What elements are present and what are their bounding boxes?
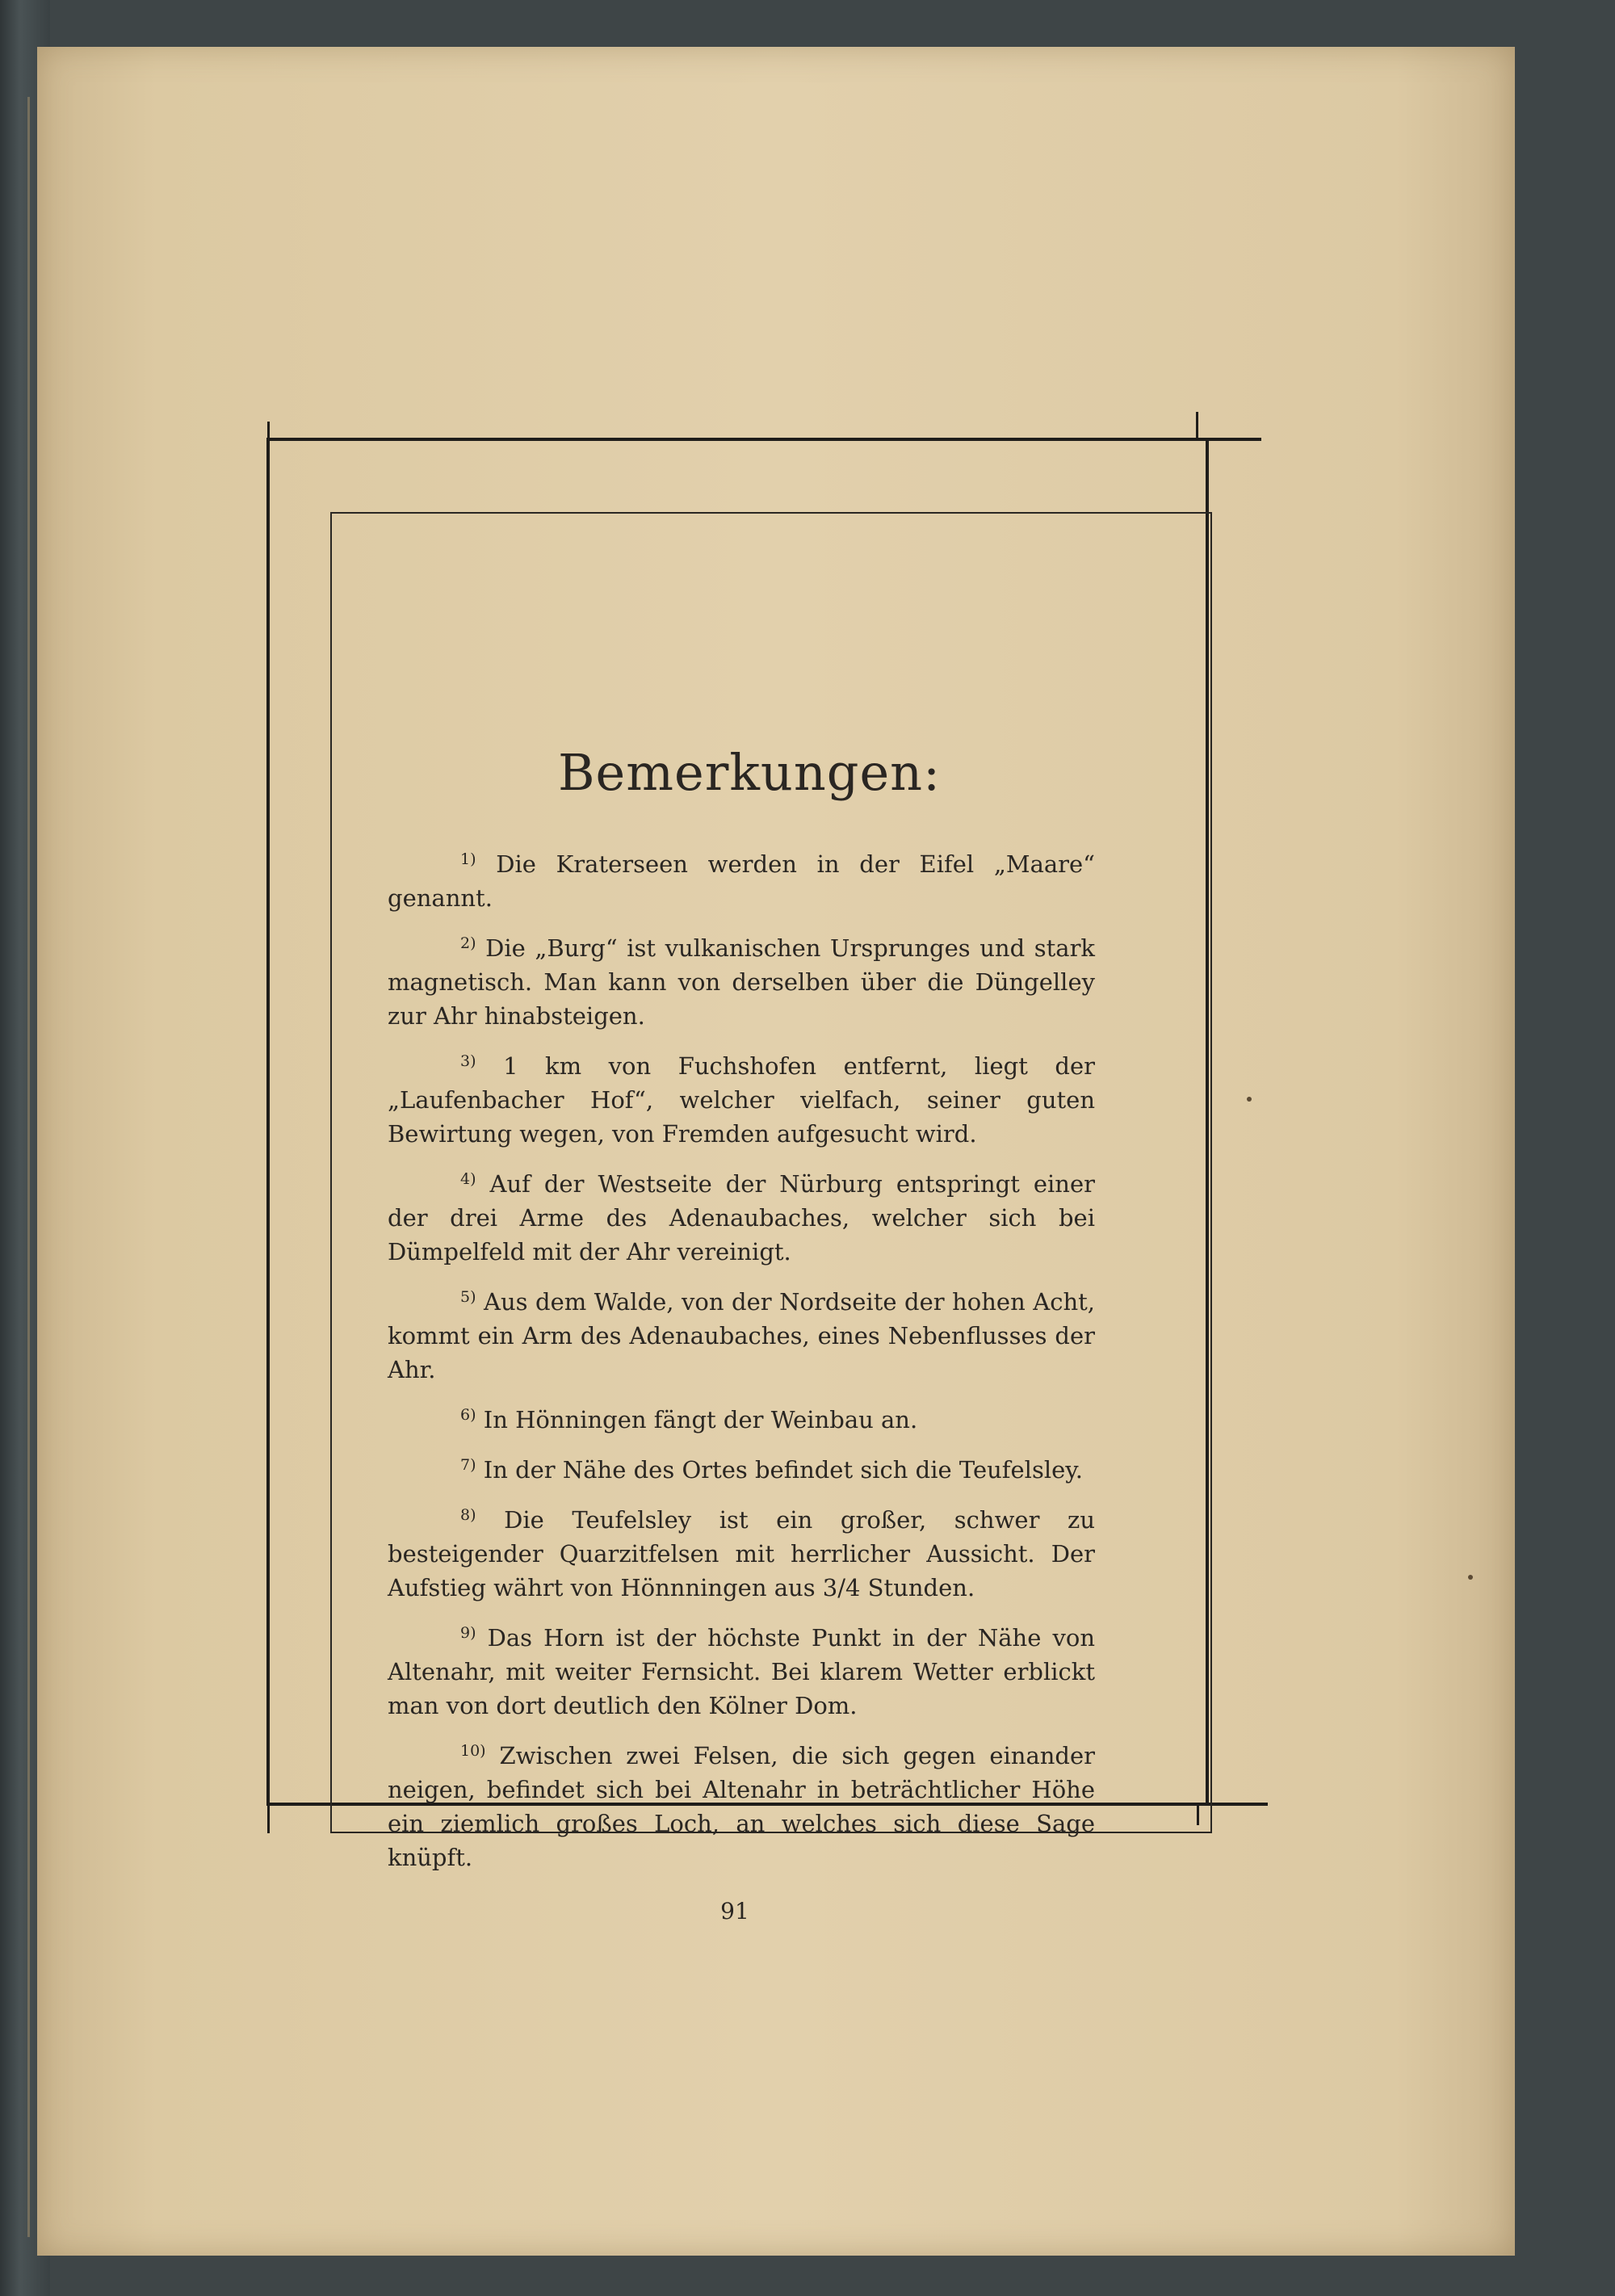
ink-speck (1468, 1575, 1473, 1580)
note-3 (388, 1044, 1095, 1151)
note-10 (388, 1734, 1095, 1874)
note-1 (388, 842, 1095, 915)
note-number: 5) (460, 1288, 476, 1306)
corner-tick-top-left (267, 422, 270, 438)
note-7 (388, 1448, 1095, 1487)
note-text: Das Horn ist der höchste Punkt in der Nähe von Altenahr, mit weiter Fernsicht. Bei klarem Wetter erblickt man von dort deutlich den Kölner Dom. (388, 1624, 1096, 1719)
frame-top-rule (266, 438, 1261, 441)
spine-edge (27, 97, 30, 2237)
note-text: Die „Burg“ ist vulkanischen Ursprunges und stark magnetisch. Man kann von derselben über die Düngelley zur Ahr hinabsteigen. (388, 934, 1096, 1030)
note-text: Auf der Westseite der Nürburg entspringt einer der drei Arme des Adenaubaches, welcher sich bei Dümpelfeld mit der Ahr vereinigt. (388, 1170, 1096, 1266)
corner-tick-bottom-left (267, 1806, 270, 1833)
note-text: Aus dem Walde, von der Nordseite der hohen Acht, kommt ein Arm des Adenaubaches, eines Nebenflusses der Ahr. (388, 1288, 1095, 1383)
note-number: 1) (460, 850, 476, 868)
note-number: 6) (460, 1406, 476, 1424)
note-9 (388, 1616, 1095, 1723)
note-text: Zwischen zwei Felsen, die sich gegen einander neigen, befindet sich bei Altenahr in beträchtlicher Höhe ein ziemlich großes Loch, an welches sich diese Sage knüpft. (388, 1742, 1096, 1871)
frame-left-rule (266, 438, 270, 1806)
note-8 (388, 1498, 1095, 1605)
note-number: 8) (460, 1506, 476, 1524)
note-number: 2) (460, 934, 476, 952)
note-number: 4) (460, 1170, 476, 1188)
note-text: In Hönningen fängt der Weinbau an. (483, 1406, 918, 1433)
ink-speck (1247, 1097, 1252, 1102)
note-2 (388, 926, 1095, 1033)
note-text: In der Nähe des Ortes befindet sich die Teufelsley. (483, 1456, 1084, 1484)
note-number: 9) (460, 1624, 476, 1642)
note-4 (388, 1162, 1095, 1269)
note-text: Die Teufelsley ist ein großer, schwer zu besteigender Quarzitfelsen mit herrlicher Aussicht. Der Aufstieg währt von Hönnningen aus 3/4 Stunden. (388, 1506, 1095, 1601)
note-6 (388, 1398, 1095, 1437)
note-text: 1 km von Fuchshofen entfernt, liegt der „Laufenbacher Hof“, welcher vielfach, seiner guten Bewirtung wegen, von Fremden aufgesucht wird. (388, 1052, 1095, 1148)
page-number: 91 (720, 1898, 749, 1925)
note-text: Die Kraterseen werden in der Eifel „Maare“ genannt. (388, 850, 1096, 912)
note-number: 3) (460, 1052, 476, 1070)
heading: Bemerkungen: (557, 743, 941, 802)
note-number: 10) (460, 1742, 486, 1760)
notes-block (388, 743, 1095, 1886)
note-number: 7) (460, 1456, 476, 1474)
note-5 (388, 1280, 1095, 1387)
corner-tick-top-right (1196, 412, 1198, 438)
